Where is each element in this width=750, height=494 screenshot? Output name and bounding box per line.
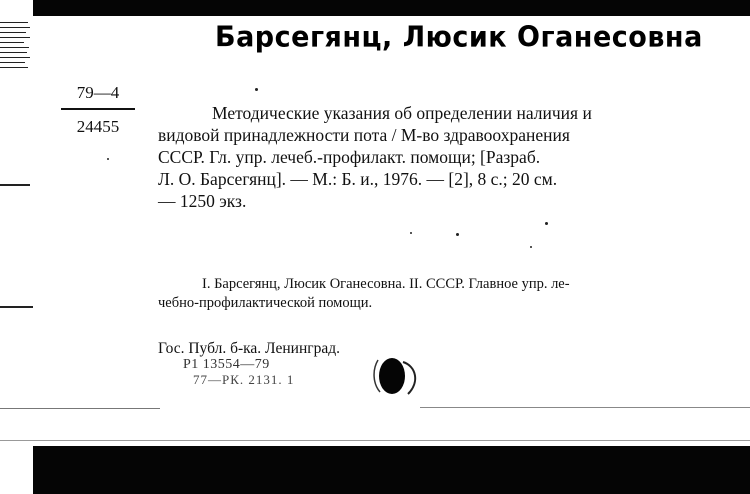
shelf-mark-divider — [61, 108, 135, 110]
library-imprint: Гос. Публ. б-ка. Ленинград. — [158, 340, 340, 357]
shelf-mark-bottom: 24455 — [76, 116, 120, 136]
description-line: — 1250 экз. — [158, 191, 247, 211]
library-register-number: 77—РК. 2131. 1 — [193, 372, 295, 387]
scan-border-right — [744, 16, 750, 446]
scan-speck — [410, 232, 412, 234]
scan-speck — [255, 88, 258, 91]
description-line: СССР. Гл. упр. лечеб.-профилакт. помощи; [Разраб. — [158, 147, 541, 167]
scan-speck — [456, 233, 459, 236]
scan-speck — [545, 222, 548, 225]
description-line: видовой принадлежности пота / М-во здравоохранения — [158, 125, 570, 145]
scan-artifact-line — [0, 440, 750, 441]
bibliographic-description — [158, 102, 713, 212]
scan-left-margin — [0, 0, 33, 494]
author-handwritten-heading: Барсегянц, Люсик Оганесовна — [215, 21, 703, 54]
library-stamp-blot — [370, 352, 422, 400]
shelf-mark — [58, 82, 138, 138]
description-line: Методические указания об определении наличия и — [212, 103, 592, 123]
scan-speck — [530, 246, 532, 248]
library-accession-number: Р1 13554—79 — [183, 357, 270, 372]
scan-speck — [107, 158, 109, 160]
tracings-line: чебно-профилактической помощи. — [158, 295, 373, 311]
description-line: Л. О. Барсегянц]. — М.: Б. и., 1976. — [2], 8 с.; 20 см. — [158, 169, 558, 189]
scan-artifact-line — [0, 408, 160, 409]
tracings-line: I. Барсегянц, Люсик Оганесовна. II. СССР. Главное упр. ле- — [202, 276, 570, 292]
scan-border-bottom — [33, 446, 750, 494]
scan-border-top — [33, 0, 750, 16]
tracings — [158, 275, 713, 313]
shelf-mark-top: 79—4 — [76, 83, 120, 102]
scan-artifact-line — [420, 407, 750, 408]
